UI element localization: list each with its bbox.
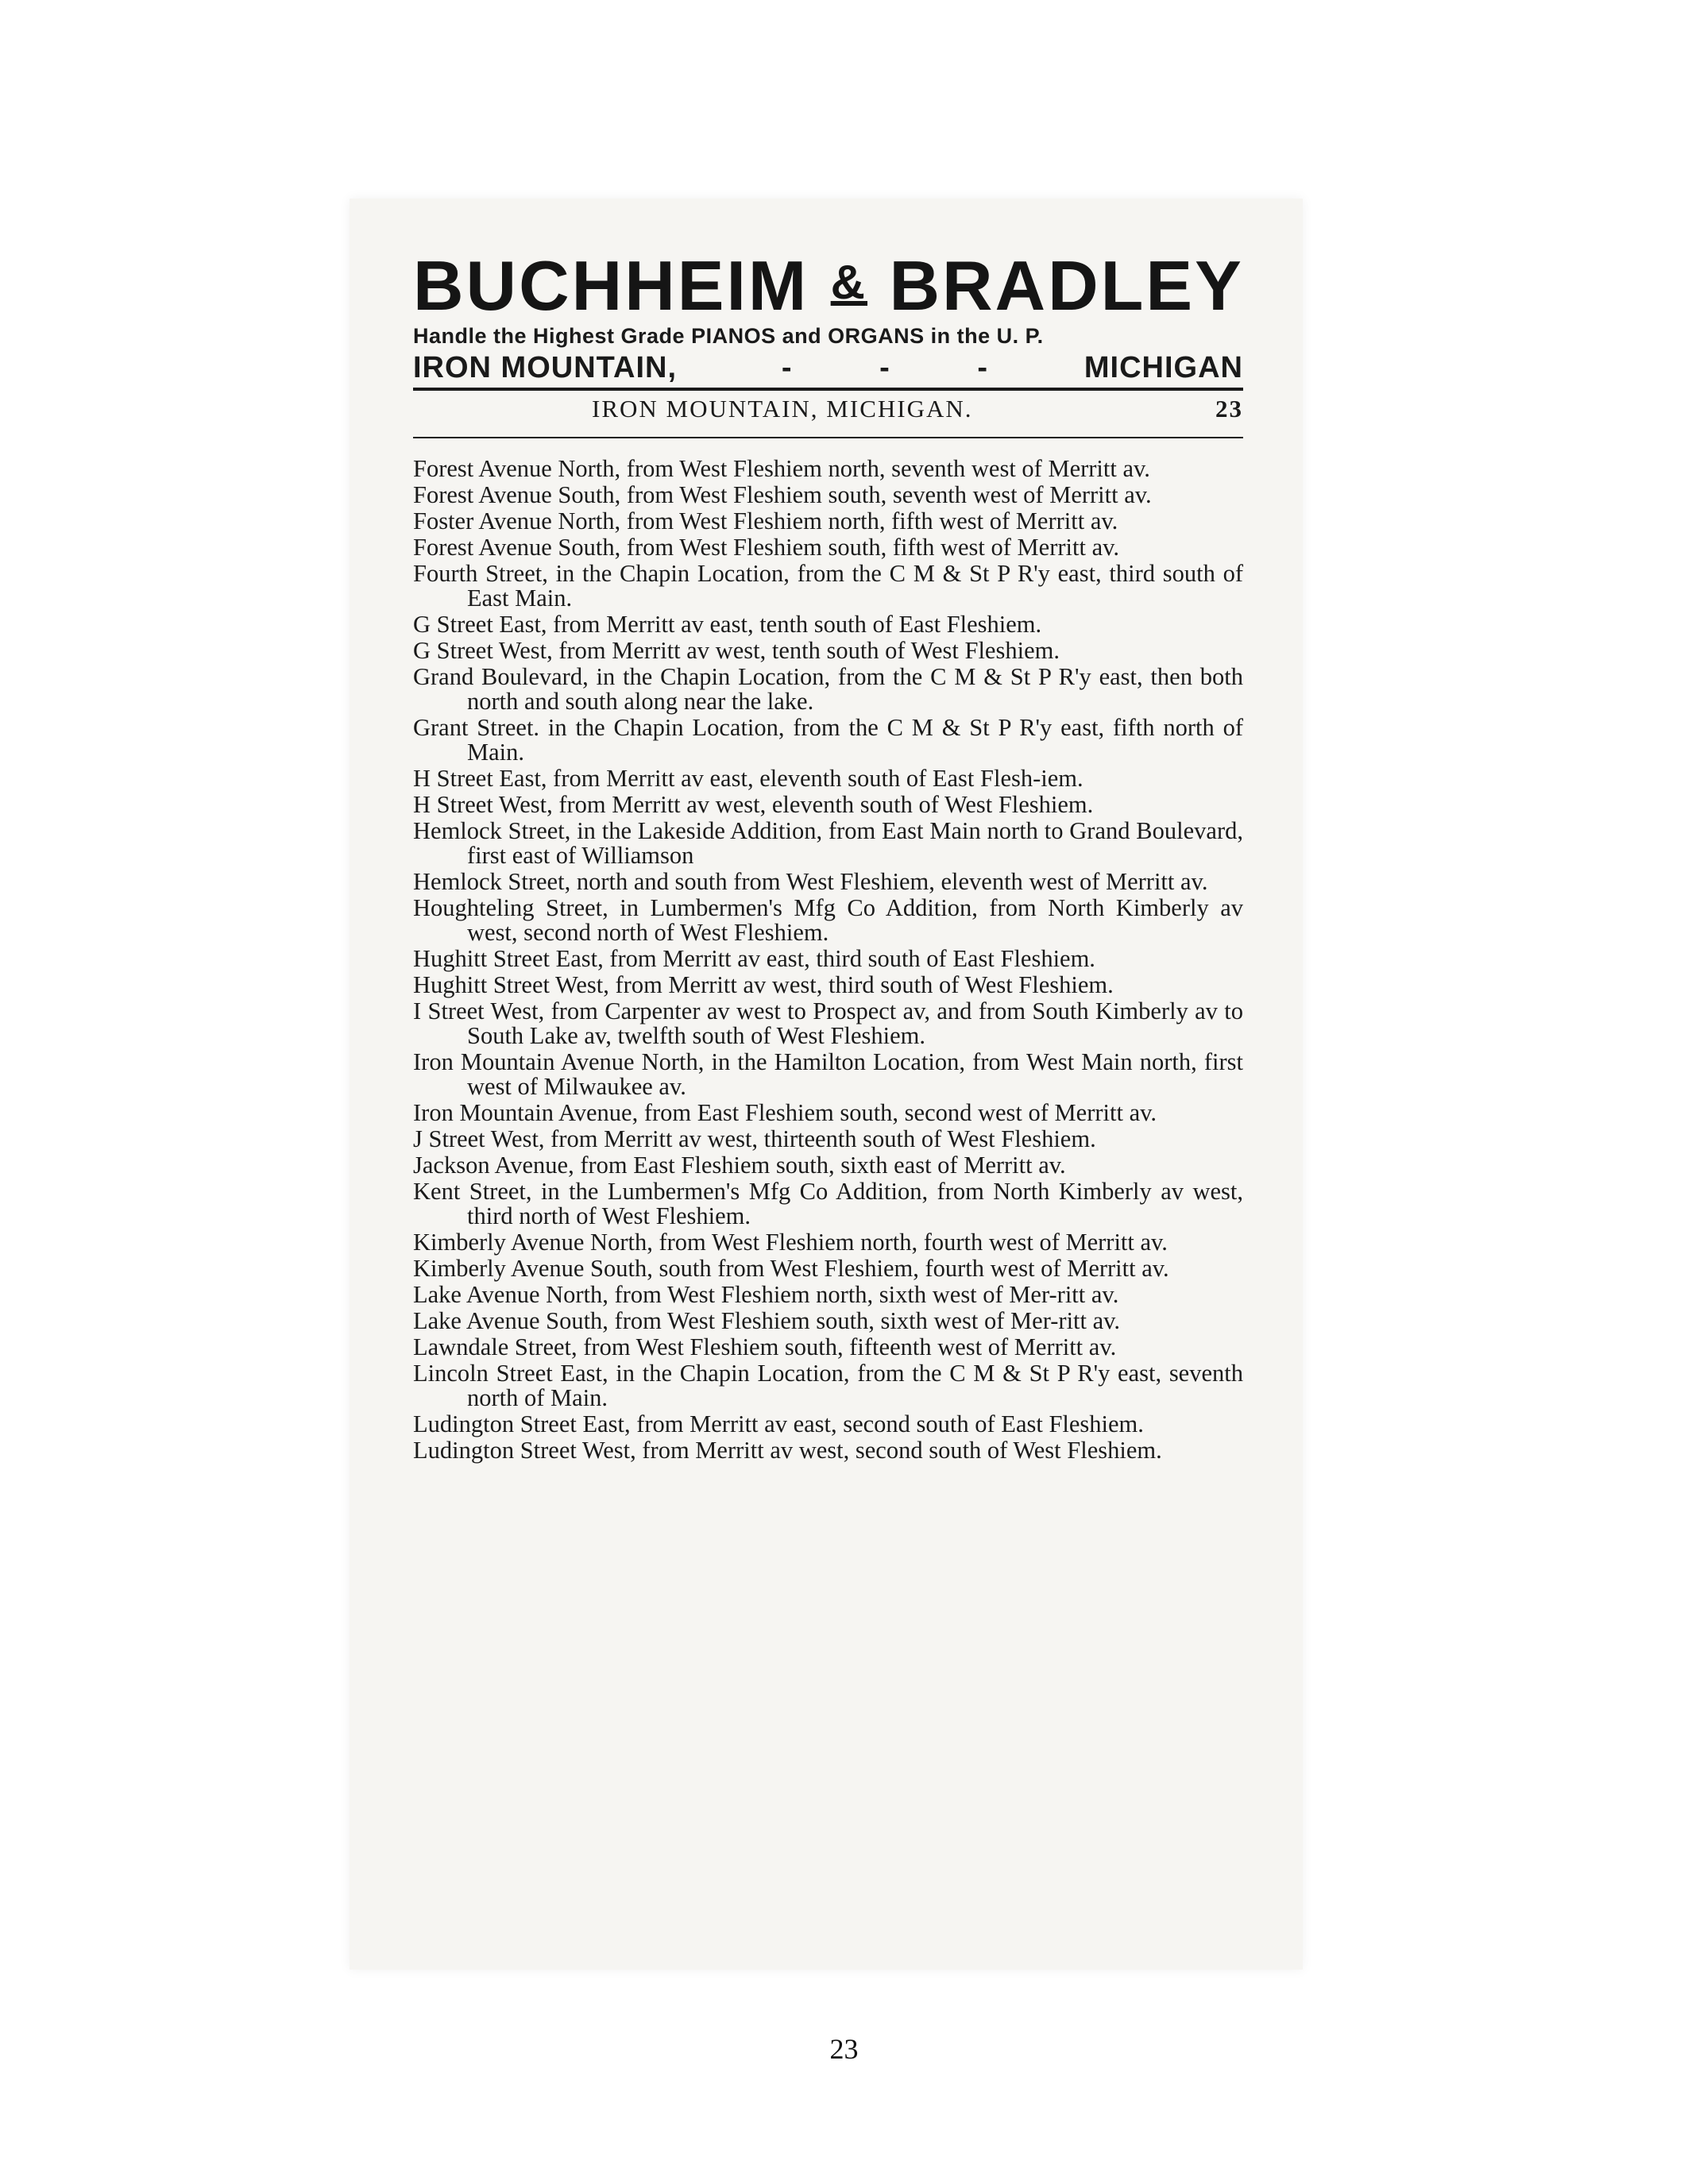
street-entry: Hemlock Street, in the Lakeside Addition, from East Main north to Grand Boulevard, first east of Williamson (413, 817, 1243, 869)
street-entry: Kent Street, in the Lumbermen's Mfg Co Addition, from North Kimberly av west, third north of West Fleshiem. (413, 1178, 1243, 1229)
street-entry: J Street West, from Merritt av west, thirteenth south of West Fleshiem. (413, 1125, 1096, 1152)
scanned-page (350, 199, 1303, 1970)
running-head-page-number: 23 (1215, 395, 1243, 423)
street-entry: Iron Mountain Avenue North, in the Hamilton Location, from West Main north, first west of Milwaukee av. (413, 1048, 1243, 1100)
street-entry: Ludington Street East, from Merritt av east, second south of East Fleshiem. (413, 1410, 1144, 1437)
street-entry: Kimberly Avenue South, south from West Fleshiem, fourth west of Merritt av. (413, 1255, 1169, 1282)
street-entry: Hughitt Street West, from Merritt av west, third south of West Fleshiem. (413, 971, 1114, 998)
street-entry: Forest Avenue South, from West Fleshiem south, seventh west of Merritt av. (413, 481, 1152, 508)
street-entry: I Street West, from Carpenter av west to Prospect av, and from South Kimberly av to South Lake av, twelfth south of West Fleshiem. (413, 997, 1243, 1049)
street-entry: Fourth Street, in the Chapin Location, from the C M & St P R'y east, third south of East Main. (413, 560, 1243, 612)
street-entry: Houghteling Street, in Lumbermen's Mfg Co Addition, from North Kimberly av west, second north of West Fleshiem. (413, 894, 1243, 946)
street-entry: Foster Avenue North, from West Fleshiem north, fifth west of Merritt av. (413, 507, 1118, 534)
street-entry: Ludington Street West, from Merritt av west, second south of West Fleshiem. (413, 1437, 1162, 1464)
advertisement-state: MICHIGAN (1083, 351, 1243, 384)
street-entry: Lake Avenue South, from West Fleshiem south, sixth west of Mer-ritt av. (413, 1307, 1121, 1334)
footer-page-number: 23 (829, 2033, 859, 2065)
street-entry: Lincoln Street East, in the Chapin Location, from the C M & St P R'y east, seventh north of Main. (413, 1360, 1243, 1411)
advertisement-ampersand: & (830, 256, 867, 309)
street-entry: Jackson Avenue, from East Fleshiem south, sixth east of Merritt av. (413, 1152, 1066, 1179)
street-entry: H Street West, from Merritt av west, eleventh south of West Fleshiem. (413, 791, 1094, 818)
advertisement-location-row (413, 349, 1243, 391)
street-entry: Hughitt Street East, from Merritt av east, third south of East Fleshiem. (413, 945, 1095, 972)
street-entry: Grand Boulevard, in the Chapin Location, from the C M & St P R'y east, then both north and south along near the lake. (413, 663, 1243, 715)
advertisement-dashes: - - - (781, 351, 1027, 384)
advertisement-tagline: Handle the Highest Grade PIANOS and ORGANS in the U. P. (413, 324, 1044, 348)
street-entry: Forest Avenue South, from West Fleshiem south, fifth west of Merritt av. (413, 534, 1119, 561)
street-entry: Iron Mountain Avenue, from East Fleshiem south, second west of Merritt av. (413, 1099, 1157, 1126)
advertisement-banner (413, 246, 1243, 391)
street-entry: Lawndale Street, from West Fleshiem south, fifteenth west of Merritt av. (413, 1333, 1117, 1360)
street-entry: Forest Avenue North, from West Fleshiem north, seventh west of Merritt av. (413, 455, 1150, 482)
street-entry: Lake Avenue North, from West Fleshiem north, sixth west of Mer-ritt av. (413, 1281, 1119, 1308)
header-rule (413, 437, 1243, 438)
advertisement-name-part1: BUCHHEIM (413, 246, 809, 325)
running-head-title: IRON MOUNTAIN, MICHIGAN. (592, 395, 973, 423)
street-entry: H Street East, from Merritt av east, eleventh south of East Flesh-iem. (413, 765, 1083, 792)
street-entry: G Street East, from Merritt av east, tenth south of East Fleshiem. (413, 611, 1042, 638)
street-entry: Kimberly Avenue North, from West Fleshiem north, fourth west of Merritt av. (413, 1229, 1168, 1256)
street-entry: Hemlock Street, north and south from West Fleshiem, eleventh west of Merritt av. (413, 868, 1208, 895)
street-directory-list (413, 457, 1243, 1464)
street-entry: Grant Street. in the Chapin Location, from the C M & St P R'y east, fifth north of Main. (413, 714, 1243, 766)
advertisement-city: IRON MOUNTAIN, (413, 351, 678, 384)
advertisement-name-part2: BRADLEY (889, 246, 1244, 325)
street-entry: G Street West, from Merritt av west, tenth south of West Fleshiem. (413, 637, 1060, 664)
advertisement-title (413, 246, 1244, 325)
